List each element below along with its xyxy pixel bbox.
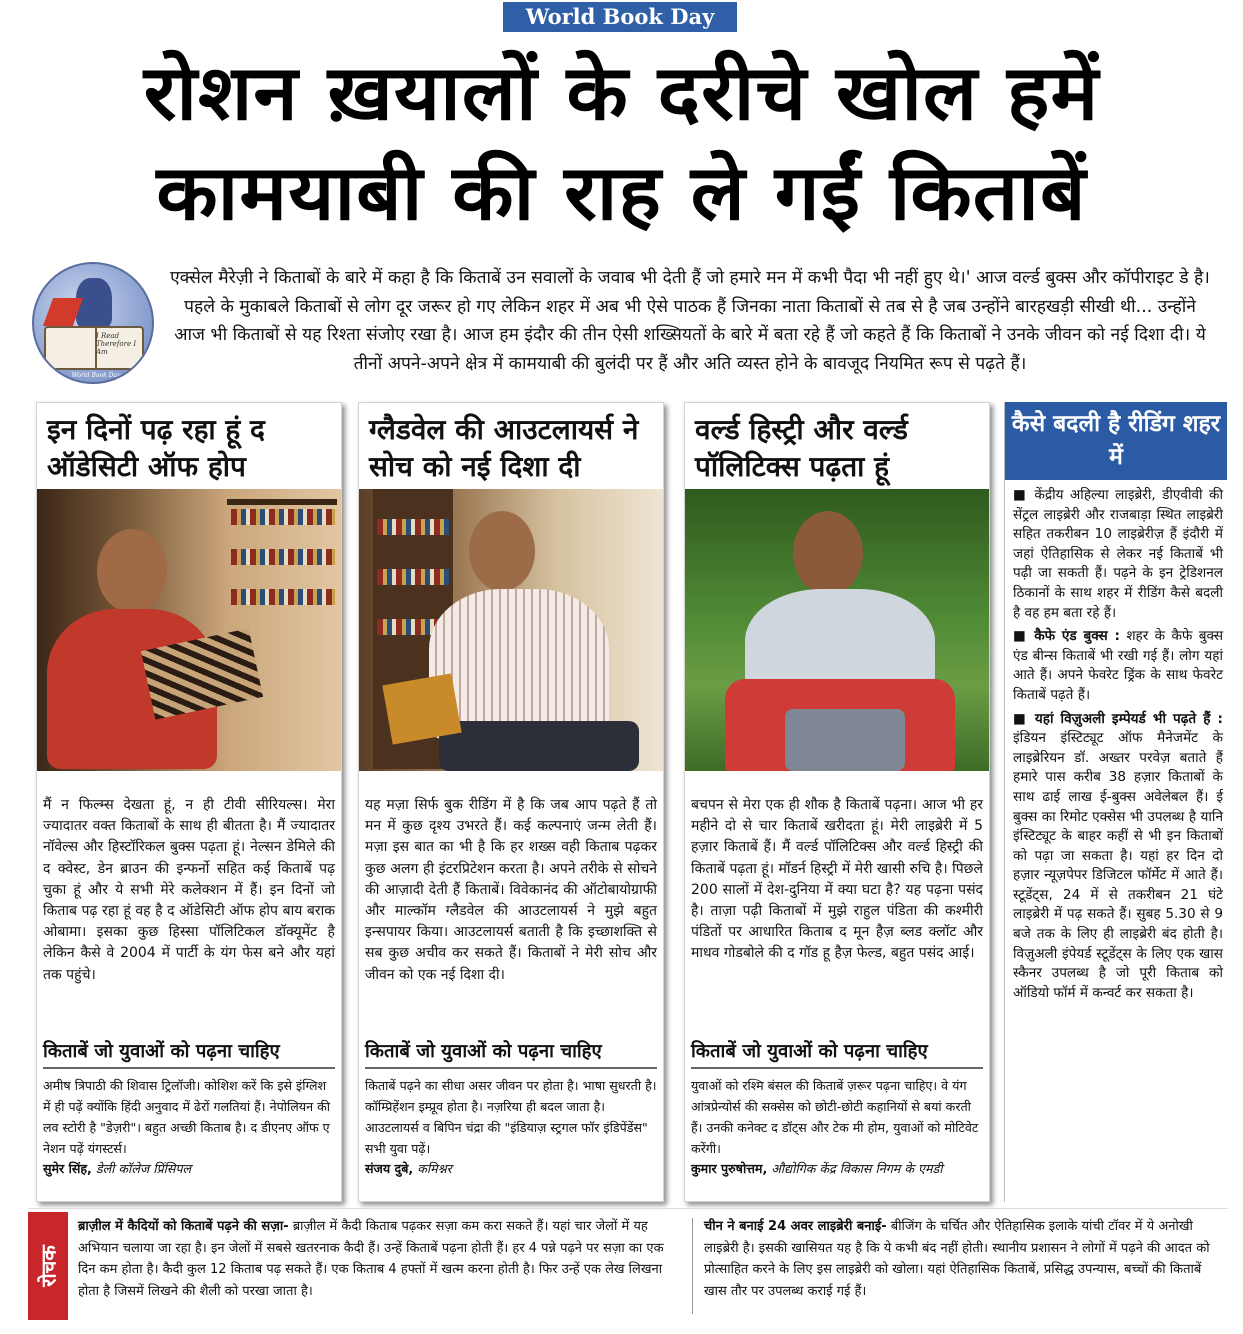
recommendations-text: युवाओं को रश्मि बंसल की किताबें ज़रूर पढ़ना चाहिए। वे यंग आंत्रप्रेन्योर्स की सक्सेस को छोटी-छोटी कहानियों से बयां करती हैं। उनकी कनेक्ट द डॉट्स और टेक मी होम, युवाओं को मोटिवेट करेंगी। — [691, 1078, 979, 1156]
profile-column-3 — [684, 402, 990, 1202]
recommendations-text: अमीष त्रिपाठी की शिवास ट्रिलॉजी। कोशिश करें कि इसे इंग्लिश में ही पढ़ें क्योंकि हिंदी अनुवाद में ढेरों गलतियां हैं। नेपोलियन की लव स्टोरी है "डेज़री"। बहुत अच्छी किताब है। द डीएनए ऑफ ए नेशन पढ़ें यंगस्टर्स। — [43, 1078, 331, 1156]
column-title: ग्लैडवेल की आउटलायर्स ने सोच को नई दिशा दी — [369, 413, 639, 483]
sidebar-item: ■ कैफे एंड बुक्स : शहर के कैफे बुक्स एंड बीन्स किताबें भी रखी गई हैं। लोग यहां आते हैं। अपने फेवरेट ड्रिंक के साथ फेवरेट किताबें पढ़ते हैं। — [1013, 628, 1224, 703]
column-title: इन दिनों पढ़ रहा हूं द ऑडेसिटी ऑफ होप — [47, 413, 265, 483]
headline-line-1: रोशन ख़यालों के दरीचे खोल हमें — [143, 48, 1100, 137]
recommendations-text: किताबें पढ़ने का सीधा असर जीवन पर होता है। भाषा सुधरती है। कॉम्प्रिहेंशन इम्प्रूव होता है। नज़रिया ही बदल जाता है। आउटलायर्स व बिपिन चंद्रा की "इंडियाज़ स्ट्रगल फॉर इंडिपेंडेंस" सभी युवा पढ़ें। — [365, 1078, 657, 1156]
section-tag: World Book Day — [503, 2, 737, 32]
column-title: वर्ल्ड हिस्ट्री और वर्ल्ड पॉलिटिक्स पढ़ता हूं — [695, 413, 908, 483]
rochak-label: रोचक — [28, 1212, 68, 1320]
reader-figure-icon — [76, 278, 112, 328]
photo-sumer-singh — [37, 489, 341, 771]
sidebar-item: ■ यहां विज़ुअली इम्पेयर्ड भी पढ़ते हैं : इंडियन इंस्टिट्यूट ऑफ मैनेजमेंट के लाइब्रेरियन डॉ. अख्तर परवेज़ बताते हैं हमारे पास करीब 38 हज़ार किताबों के साथ ढाई लाख ई-बुक्स अवेलेबल हैं। ई बुक्स का रिमोट एक्सेस भी उपलब्ध है यानि इंस्टिट्यूट के बाहर कहीं से भी इन किताबों को पढ़ा जा सकता है। यहां हर दिन दो हज़ार न्यूज़पेपर डिजिटल फॉर्मेट में आते हैं। स्टूडेंट्स, 24 में से तकरीबन 21 घंटे लाइब्रेरी में पढ़ सकते हैं। सुबह 5.30 से 9 बजे तक के लिए ही लाइब्रेरी बंद होती है। विज़ुअली इंपेयर्ड स्टूडेंट्स के लिए एक खास स्कैनर उपलब्ध है जो पूरी किताब को ऑडियो फॉर्म में कन्वर्ट कर सकता है। — [1013, 710, 1223, 1001]
column-body: यह मज़ा सिर्फ बुक रीडिंग में है कि जब आप पढ़ते हैं तो मन में कुछ दृश्य उभरते हैं। कई कल्पनाएं जन्म लेती हैं। मज़ा इस बात का भी है कि हर शख्स वही किताब पढ़कर कुछ अलग ही इंटरप्रिटेशन करता है। अपने तरीके से सोचने की आज़ादी देती हैं किताबें। विवेकानंद की ऑटोबायोग्राफी और माल्कॉम ग्लैडवेल की आउटलायर्स ने मुझे बहुत इन्सपायर किया। आउटलायर्स बताती है कि इच्छाशक्ति से सब कुछ अचीव कर सकते हैं। किताबों ने मेरी सोच और जीवन को एक नई दिशा दी। — [365, 797, 657, 983]
china-fact: चीन ने बनाई 24 अवर लाइब्रेरी बनाई- बीजिंग के चर्चित और ऐतिहासिक इलाके यांची टॉवर में ये अनोखी लाइब्रेरी है। इसकी खासियत यह है कि ये कभी बंद नहीं होती। स्थानीय प्रशासन ने लोगों में पढ़ने की आदत को प्रोत्साहित करने के लिए इस लाइब्रेरी को खोला। यहां ऐतिहासिक किताबें, प्रसिद्ध उपन्यास, बच्चों की किताबें खास तौर पर उपलब्ध कराई गई हैं। — [704, 1219, 1210, 1299]
recommendations-heading: किताबें जो युवाओं को पढ़ना चाहिए — [365, 1039, 657, 1069]
headline-line-2: कामयाबी की राह ले गईं किताबें — [156, 148, 1087, 237]
interesting-facts-strip — [28, 1212, 1228, 1320]
profile-column-2 — [358, 402, 664, 1202]
logo-caption: World Book Day — [71, 372, 121, 379]
recommendations-heading: किताबें जो युवाओं को पढ़ना चाहिए — [691, 1039, 983, 1069]
column-body: मैं न फिल्म्स देखता हूं, न ही टीवी सीरियल्स। मेरा ज्यादातर वक्त किताबों के साथ ही बीतता है। मैं ज्यादातर नॉवेल्स और हिस्टॉरिकल बुक्स पढ़ता हूं। नेल्सन डेमिले की द क्वेस्ट, डेन ब्राउन की इन्फर्नो सहित कई किताबें पढ़ चुका हूं और ये सभी मेरे कलेक्शन में हैं। इन दिनों जो किताब पढ़ रहा हूं वह है द ऑडेसिटी ऑफ होप बाय बराक ओबामा। इसका कुछ हिस्सा पॉलिटिकल डॉक्यूमेंट है लेकिन कैसे वे 2004 में पार्टी के यंग फेस बने और यहां तक पहुंचे। — [43, 797, 335, 983]
photo-sanjay-dubey — [359, 489, 663, 771]
sidebar-body — [1013, 486, 1223, 1007]
column-body: बचपन से मेरा एक ही शौक है किताबें पढ़ना। आज भी हर महीने दो से चार किताबें खरीदता हूं। मेरी लाइब्रेरी में 5 हज़ार किताबें हैं। मैं वर्ल्ड पॉलिटिक्स और वर्ल्ड हिस्ट्री की किताबें पढ़ता हूं। मॉडर्न हिस्ट्री में मेरी खासी रुचि है। पिछले 200 सालों में देश-दुनिया में क्या घटा है? यह पढ़ना पसंद है। ताज़ा पढ़ी किताबों में मुझे राहुल पंडिता की कश्मीरी पंडितों पर आधारित किताब द मून हैज़ ब्लड क्लॉट और माधव गोडबोले की द गॉड हू हैज़ फेल्ड, बहुत पसंद आई। — [691, 797, 983, 962]
brazil-fact: ब्राज़ील में कैदियों को किताबें पढ़ने की सज़ा- ब्राज़ील में कैदी किताब पढ़कर सज़ा कम करा सकते हैं। यहां चार जेलों में यह अभियान चलाया जा रहा है। इन जेलों में सबसे खतरनाक कैदी हैं। उन्हें किताबें पढ़ना होती हैं। हर 4 पन्ने पढ़ने पर सज़ा का एक दिन कम होता है। कैदी कुल 12 किताब पढ़ सकते हैं। एक किताब 4 हफ्तों में खत्म करना होती है। फिर उन्हें एक लेख लिखना होता है जिसमें लिखने की शैली को परखा जाता है। — [78, 1219, 664, 1299]
reading-sidebar — [1004, 402, 1226, 1202]
world-book-day-logo — [32, 262, 154, 384]
byline: कुमार पुरुषोत्तम, औद्योगिक केंद्र विकास निगम के एमडी — [691, 1161, 943, 1176]
sidebar-item: ■ केंद्रीय अहिल्या लाइब्रेरी, डीएवीवी की सेंट्रल लाइब्रेरी और राजबाड़ा स्थित लाइब्रेरी सहित तकरीबन 10 लाइब्रेरीज़ हैं इंदौरी में जहां ऐतिहासिक से लेकर नई किताबें भी पढ़ी जा सकती हैं। पढ़ने के इन ट्रेडिशनल ठिकानों के साथ शहर में रीडिंग कैसे बदली है वह हम बता रहे हैं। — [1013, 487, 1223, 621]
byline: संजय दुबे, कमिश्नर — [365, 1161, 452, 1176]
byline: सुमेर सिंह, डेली कॉलेज प्रिंसिपल — [43, 1161, 192, 1176]
sidebar-title: कैसे बदली है रीडिंग शहर में — [1005, 402, 1227, 480]
logo-inner-text: I Read Therefore I Am — [96, 332, 137, 356]
photo-kumar-purushottam — [685, 489, 989, 771]
recommendations-heading: किताबें जो युवाओं को पढ़ना चाहिए — [43, 1039, 335, 1069]
intro-paragraph: एक्सेल मैरेज़ी ने किताबों के बारे में कहा है कि किताबें उन सवालों के जवाब भी देती हैं जो हमारे मन में कभी पैदा भी नहीं हुए थे।' आज वर्ल्ड बुक्स और कॉपीराइट डे है। पहले के मुकाबले किताबों से लोग दूर जरूर हो गए लेकिन शहर में अब भी ऐसे पाठक हैं जिनका नाता किताबों से तब से है जब उन्होंने बारहखड़ी सीखी थी... उन्होंने आज भी किताबों से यह रिश्ता संजोए रखा है। आज हम इंदौर की तीन ऐसी शख्सियतों के बारे में बता रहे हैं जो कहते हैं कि किताबों ने उनके जीवन को नई दिशा दी। ये तीनों अपने-अपने क्षेत्र में कामयाबी की बुलंदी पर हैं और अति व्यस्त होने के बावजूद नियमित रूप से पढ़ते हैं। — [170, 268, 1210, 374]
profile-column-1 — [36, 402, 342, 1202]
